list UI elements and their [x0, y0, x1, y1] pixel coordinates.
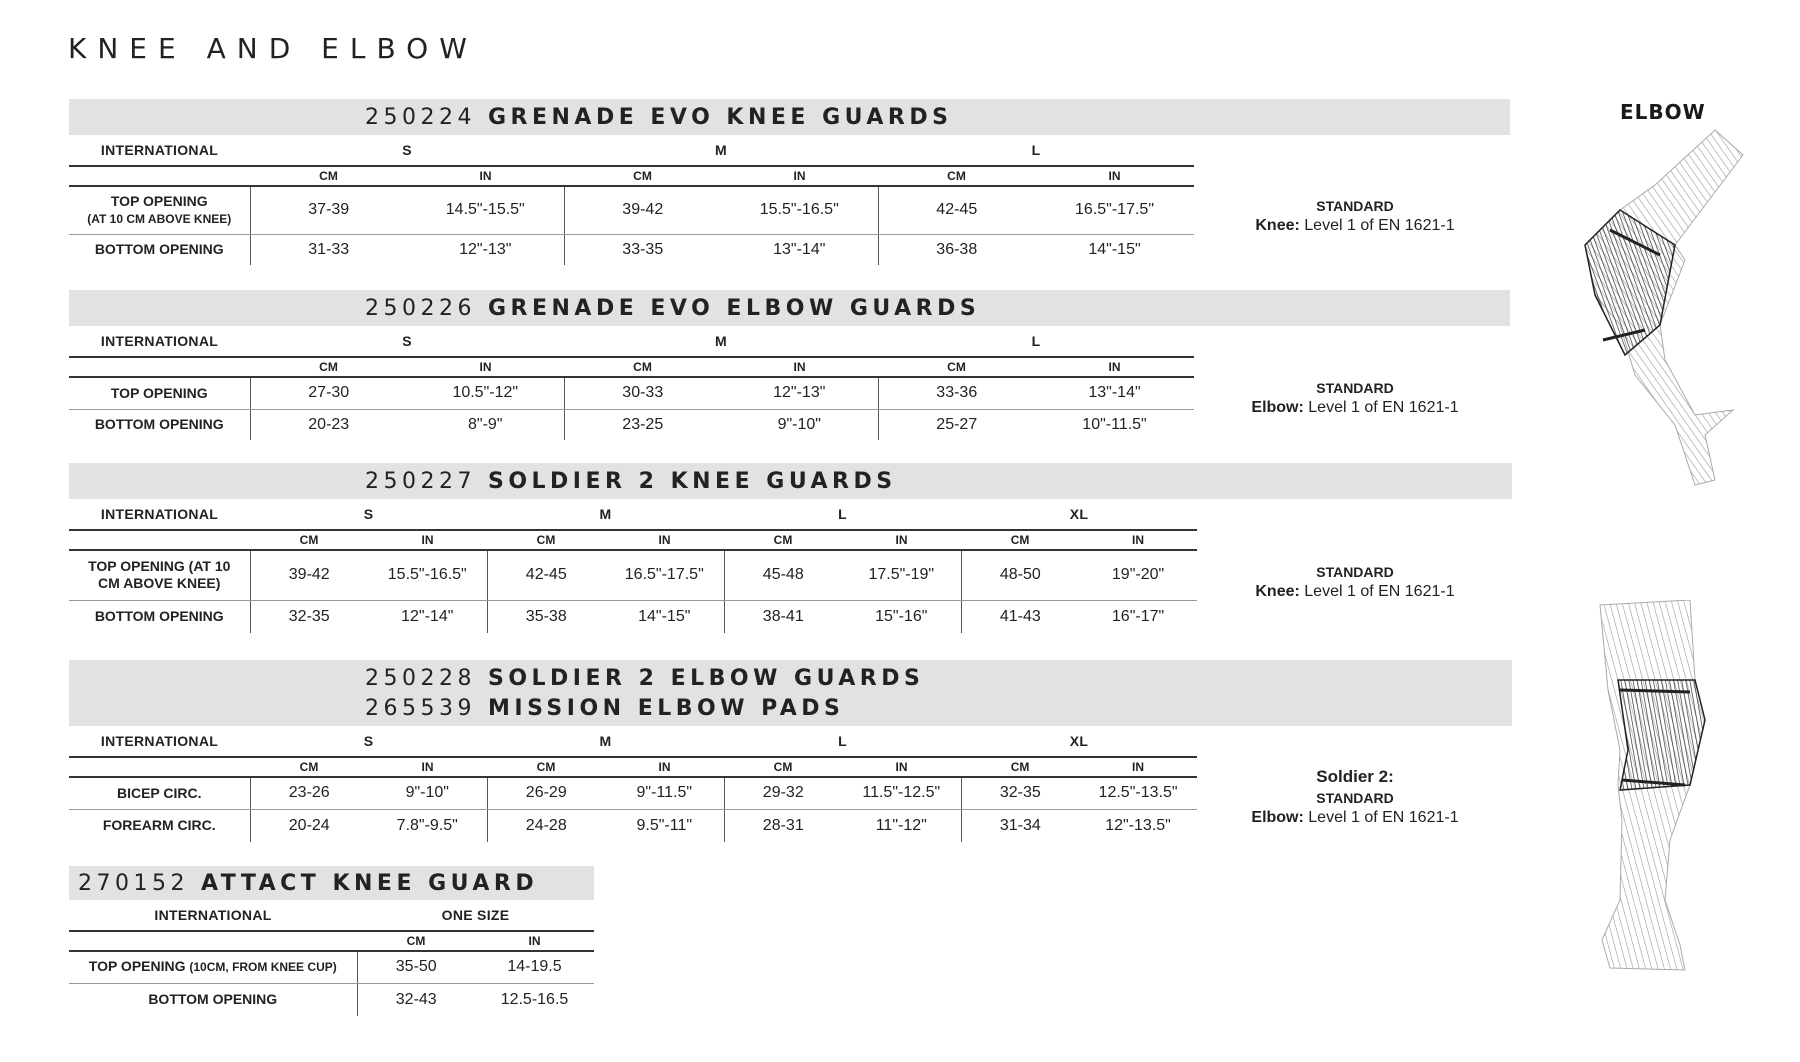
cell-value: 25-27 — [878, 409, 1035, 440]
international-label: INTERNATIONAL — [154, 907, 272, 923]
elbow-illustration — [1565, 125, 1745, 495]
unit-label: CM — [564, 357, 721, 377]
section-header — [69, 463, 1512, 499]
table-row — [69, 600, 1197, 633]
cell-value: 9"-10" — [777, 415, 821, 433]
size-label: M — [599, 506, 612, 522]
section-soldier-2-knee — [69, 463, 1512, 633]
cell-value: 39-42 — [250, 550, 368, 600]
cell-value: 20-23 — [250, 409, 407, 440]
product-number: 270152 — [78, 870, 189, 896]
cell-value: 35-50 — [357, 951, 475, 983]
product-number: 250226 — [365, 295, 476, 321]
row-label: TOP OPENING (AT 10 CM ABOVE KNEE) — [69, 550, 250, 600]
unit-label: IN — [1035, 166, 1194, 186]
cell-value: 38-41 — [724, 600, 842, 633]
cell-value: 13"-14" — [773, 240, 826, 258]
cell-value: 7.8"-9.5" — [396, 816, 458, 834]
table-row — [69, 234, 1194, 265]
unit-label: IN — [475, 931, 594, 951]
cell-value: 30-33 — [564, 377, 721, 409]
cell-value: 28-31 — [724, 809, 842, 842]
cell-value: 31-33 — [250, 234, 407, 265]
row-label: TOP OPENING (10CM, FROM KNEE CUP) — [69, 951, 357, 983]
product-name: GRENADE EVO ELBOW GUARDS — [487, 295, 981, 321]
cell-value: 14.5"-15.5" — [407, 186, 564, 234]
cell-value: 9"-10" — [368, 777, 487, 809]
unit-label: CM — [357, 931, 475, 951]
unit-label: CM — [724, 757, 842, 777]
table-row — [69, 777, 1197, 809]
unit-label: IN — [842, 530, 961, 550]
cell-value: 39-42 — [564, 186, 721, 234]
product-name: SOLDIER 2 KNEE GUARDS — [487, 468, 897, 494]
unit-label: CM — [961, 757, 1079, 777]
page-title: KNEE AND ELBOW — [68, 32, 478, 65]
unit-label: CM — [878, 357, 1035, 377]
size-table — [69, 326, 1194, 440]
section-header — [69, 660, 1512, 726]
cell-value: 41-43 — [961, 600, 1079, 633]
international-label: INTERNATIONAL — [100, 333, 219, 349]
cell-value: 23-26 — [250, 777, 368, 809]
cell-value: 32-35 — [250, 600, 368, 633]
cell-value: 14"-15" — [638, 607, 691, 625]
cell-value: 12.5"-13.5" — [1079, 777, 1197, 809]
unit-label: IN — [605, 757, 724, 777]
cell-value: 42-45 — [487, 550, 605, 600]
section-attact-knee — [69, 866, 594, 1016]
cell-value: 16"-17" — [1111, 607, 1165, 625]
elbow-label: ELBOW — [1620, 100, 1706, 124]
table-row — [69, 186, 1194, 234]
unit-label: IN — [407, 357, 564, 377]
product-number: 265539 — [365, 695, 476, 721]
knee-illustration — [1590, 600, 1740, 980]
cell-value: 16.5"-17.5" — [1035, 186, 1194, 234]
table-row — [69, 983, 594, 1016]
cell-value: 24-28 — [487, 809, 605, 842]
row-label: BOTTOM OPENING — [148, 991, 278, 1008]
cell-value: 36-38 — [878, 234, 1035, 265]
table-row — [69, 377, 1194, 409]
cell-value: 11"-12" — [875, 816, 927, 834]
cell-value: 17.5"-19" — [842, 550, 961, 600]
size-label: L — [838, 733, 847, 749]
size-table — [69, 726, 1197, 842]
table-row — [69, 951, 594, 983]
section-grenade-evo-knee — [69, 99, 1510, 265]
cell-value: 8"-9" — [468, 415, 503, 433]
size-label: S — [402, 333, 412, 349]
unit-label: CM — [250, 166, 407, 186]
cell-value: 29-32 — [724, 777, 842, 809]
size-label: L — [1031, 142, 1041, 158]
row-label: BOTTOM OPENING — [94, 241, 224, 258]
cell-value: 13"-14" — [1035, 377, 1194, 409]
cell-value: 27-30 — [250, 377, 407, 409]
standard-note: Soldier 2: STANDARD Elbow: Level 1 of EN 1621-1 — [1251, 767, 1459, 826]
cell-value: 12"-13" — [721, 377, 878, 409]
cell-value: 9.5"-11" — [636, 816, 693, 834]
cell-value: 15.5"-16.5" — [368, 550, 487, 600]
product-number: 250227 — [365, 468, 476, 494]
unit-label: CM — [961, 530, 1079, 550]
product-number: 250228 — [365, 665, 476, 691]
product-name: GRENADE EVO KNEE GUARDS — [487, 104, 953, 130]
unit-label: CM — [250, 757, 368, 777]
cell-value: 42-45 — [878, 186, 1035, 234]
row-label: FOREARM CIRC. — [102, 817, 216, 834]
size-label: S — [363, 733, 374, 749]
table-row — [69, 550, 1197, 600]
unit-label: IN — [842, 757, 961, 777]
size-label: M — [715, 142, 727, 158]
unit-label: IN — [605, 530, 724, 550]
size-label: S — [402, 142, 412, 158]
cell-value: 16.5"-17.5" — [605, 550, 724, 600]
cell-value: 31-34 — [961, 809, 1079, 842]
cell-value: 20-24 — [250, 809, 368, 842]
international-label: INTERNATIONAL — [100, 506, 219, 522]
row-label: BOTTOM OPENING — [94, 416, 224, 433]
cell-value: 14-19.5 — [475, 951, 594, 983]
cell-value: 10.5"-12" — [407, 377, 564, 409]
product-name: MISSION ELBOW PADS — [487, 695, 845, 721]
size-table — [69, 499, 1197, 633]
section-header — [69, 290, 1510, 326]
size-label: M — [715, 333, 727, 349]
section-header — [69, 866, 594, 900]
unit-label: CM — [250, 357, 407, 377]
cell-value: 45-48 — [724, 550, 842, 600]
unit-label: CM — [564, 166, 721, 186]
cell-value: 33-35 — [564, 234, 721, 265]
unit-label: IN — [368, 530, 487, 550]
section-header — [69, 99, 1510, 135]
cell-value: 35-38 — [487, 600, 605, 633]
cell-value: 12"-14" — [401, 607, 454, 625]
size-label: L — [1031, 333, 1041, 349]
row-label: BICEP CIRC. — [69, 777, 250, 809]
unit-label: IN — [721, 357, 878, 377]
size-label: L — [838, 506, 847, 522]
cell-value: 10"-11.5" — [1082, 415, 1147, 433]
cell-value: 26-29 — [487, 777, 605, 809]
unit-label: IN — [407, 166, 564, 186]
product-name: ATTACT KNEE GUARD — [200, 870, 539, 896]
cell-value: 37-39 — [250, 186, 407, 234]
table-row — [69, 409, 1194, 440]
cell-value: 48-50 — [961, 550, 1079, 600]
product-number: 250224 — [365, 104, 476, 130]
size-table — [69, 900, 594, 1016]
unit-label: CM — [487, 530, 605, 550]
table-row — [69, 809, 1197, 842]
size-label: XL — [1069, 506, 1089, 522]
product-name: SOLDIER 2 ELBOW GUARDS — [487, 665, 925, 691]
cell-value: 11.5"-12.5" — [842, 777, 961, 809]
size-label: M — [599, 733, 612, 749]
unit-label: CM — [250, 530, 368, 550]
size-label: ONE SIZE — [441, 907, 510, 923]
cell-value: 9"-11.5" — [605, 777, 724, 809]
unit-label: IN — [721, 166, 878, 186]
unit-label: IN — [1079, 757, 1197, 777]
row-label: TOP OPENING (AT 10 CM ABOVE KNEE) — [69, 186, 250, 234]
standard-note: STANDARD Knee: Level 1 of EN 1621-1 — [1255, 564, 1455, 600]
size-table — [69, 135, 1194, 265]
standard-note: STANDARD Elbow: Level 1 of EN 1621-1 — [1251, 380, 1459, 416]
cell-value: 32-35 — [961, 777, 1079, 809]
cell-value: 12"-13" — [459, 240, 512, 258]
unit-label: IN — [368, 757, 487, 777]
international-label: INTERNATIONAL — [100, 733, 219, 749]
row-label: TOP OPENING — [69, 377, 250, 409]
unit-label: IN — [1035, 357, 1194, 377]
cell-value: 32-43 — [357, 983, 475, 1016]
cell-value: 15.5"-16.5" — [721, 186, 878, 234]
cell-value: 12"-13.5" — [1105, 816, 1171, 834]
cell-value: 19"-20" — [1079, 550, 1197, 600]
size-label: S — [363, 506, 374, 522]
cell-value: 33-36 — [878, 377, 1035, 409]
unit-label: CM — [878, 166, 1035, 186]
unit-label: CM — [724, 530, 842, 550]
standard-note: STANDARD Knee: Level 1 of EN 1621-1 — [1255, 198, 1455, 234]
cell-value: 12.5-16.5 — [500, 990, 569, 1008]
unit-label: IN — [1079, 530, 1197, 550]
row-label: BOTTOM OPENING — [94, 608, 224, 625]
cell-value: 14"-15" — [1088, 240, 1141, 258]
size-label: XL — [1069, 733, 1089, 749]
cell-value: 15"-16" — [875, 607, 928, 625]
unit-label: CM — [487, 757, 605, 777]
international-label: INTERNATIONAL — [100, 142, 219, 158]
cell-value: 23-25 — [564, 409, 721, 440]
